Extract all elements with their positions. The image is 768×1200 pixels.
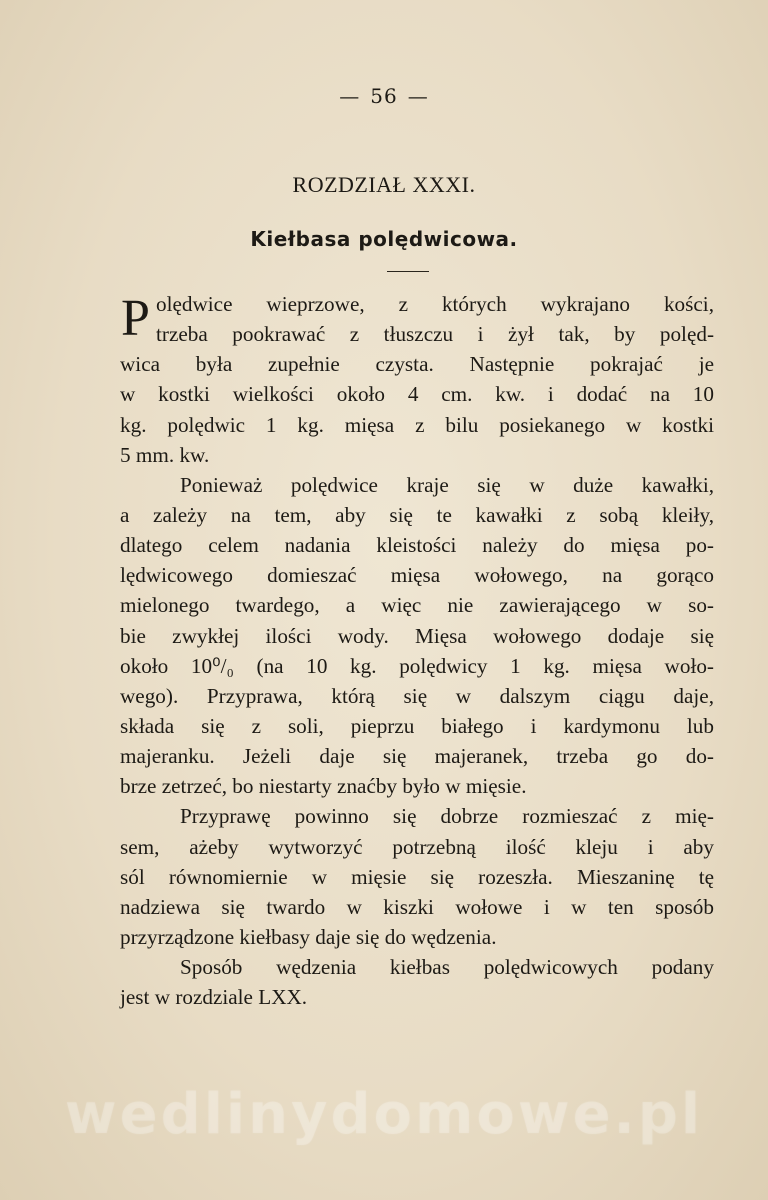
text-line: lędwicowego domieszać mięsa wołowego, na gorąco bbox=[120, 563, 714, 588]
text-line: olędwice wieprzowe, z których wykrajano kości, bbox=[156, 292, 714, 316]
text-line: brze zetrzeć, bo niestarty znaćby było w mięsie. bbox=[120, 774, 527, 799]
text-line: około 10⁰/₀ (na 10 kg. polędwicy 1 kg. mięsa woło- bbox=[120, 653, 714, 678]
drop-cap: P bbox=[121, 290, 150, 347]
page-number-dash-right: — bbox=[407, 84, 429, 108]
text-line: 5 mm. kw. bbox=[120, 442, 210, 467]
watermark: wedlinydomowe.pl bbox=[64, 1082, 704, 1147]
page-number-dash-left: — bbox=[339, 84, 361, 108]
text-line: mielonego twardego, a więc nie zawierającego w so- bbox=[120, 593, 714, 618]
text-line: wica była zupełnie czysta. Następnie pokrajać je bbox=[120, 352, 714, 377]
text-line: majeranku. Jeżeli daje się majeranek, trzeba go do- bbox=[120, 744, 714, 769]
section-title: Kiełbasa polędwicowa. bbox=[250, 227, 518, 251]
text-line: kg. polędwic 1 kg. mięsa z bilu posiekanego w kostki bbox=[120, 412, 714, 437]
title-divider bbox=[387, 271, 429, 272]
text-line: sem, ażeby wytworzyć potrzebną ilość kleju i aby bbox=[120, 834, 714, 859]
page-number bbox=[0, 84, 768, 108]
text-line: nadziewa się twardo w kiszki wołowe i w ten sposób bbox=[120, 894, 714, 919]
text-line: trzeba pookrawać z tłuszczu i żył tak, by polęd- bbox=[156, 322, 714, 347]
text-line: Ponieważ polędwice kraje się w duże kawałki, bbox=[180, 472, 714, 497]
text-line: Przyprawę powinno się dobrze rozmieszać z mię- bbox=[180, 804, 714, 829]
text-line: bie zwykłej ilości wody. Mięsa wołowego dodaje się bbox=[120, 623, 714, 648]
page-number-value: 56 bbox=[370, 84, 398, 108]
text-line: w kostki wielkości około 4 cm. kw. i dodać na 10 bbox=[120, 382, 714, 407]
text-line: przyrządzone kiełbasy daje się do wędzenia. bbox=[120, 924, 497, 949]
text-line: składa się z soli, pieprzu białego i kardymonu lub bbox=[120, 713, 714, 738]
text-line: wego). Przyprawa, którą się w dalszym ciągu daje, bbox=[120, 683, 714, 708]
chapter-title: ROZDZIAŁ XXXI. bbox=[292, 172, 476, 197]
body-text bbox=[120, 289, 714, 1012]
text-line: a zależy na tem, aby się te kawałki z sobą kleiły, bbox=[120, 502, 714, 527]
text-line: Sposób wędzenia kiełbas polędwicowych podany bbox=[180, 955, 714, 980]
text-line: jest w rozdziale LXX. bbox=[120, 985, 308, 1010]
text-line: dlatego celem nadania kleistości należy do mięsa po- bbox=[120, 533, 714, 558]
text-line: sól równomiernie w mięsie się rozeszła. Mieszaninę tę bbox=[120, 864, 714, 889]
